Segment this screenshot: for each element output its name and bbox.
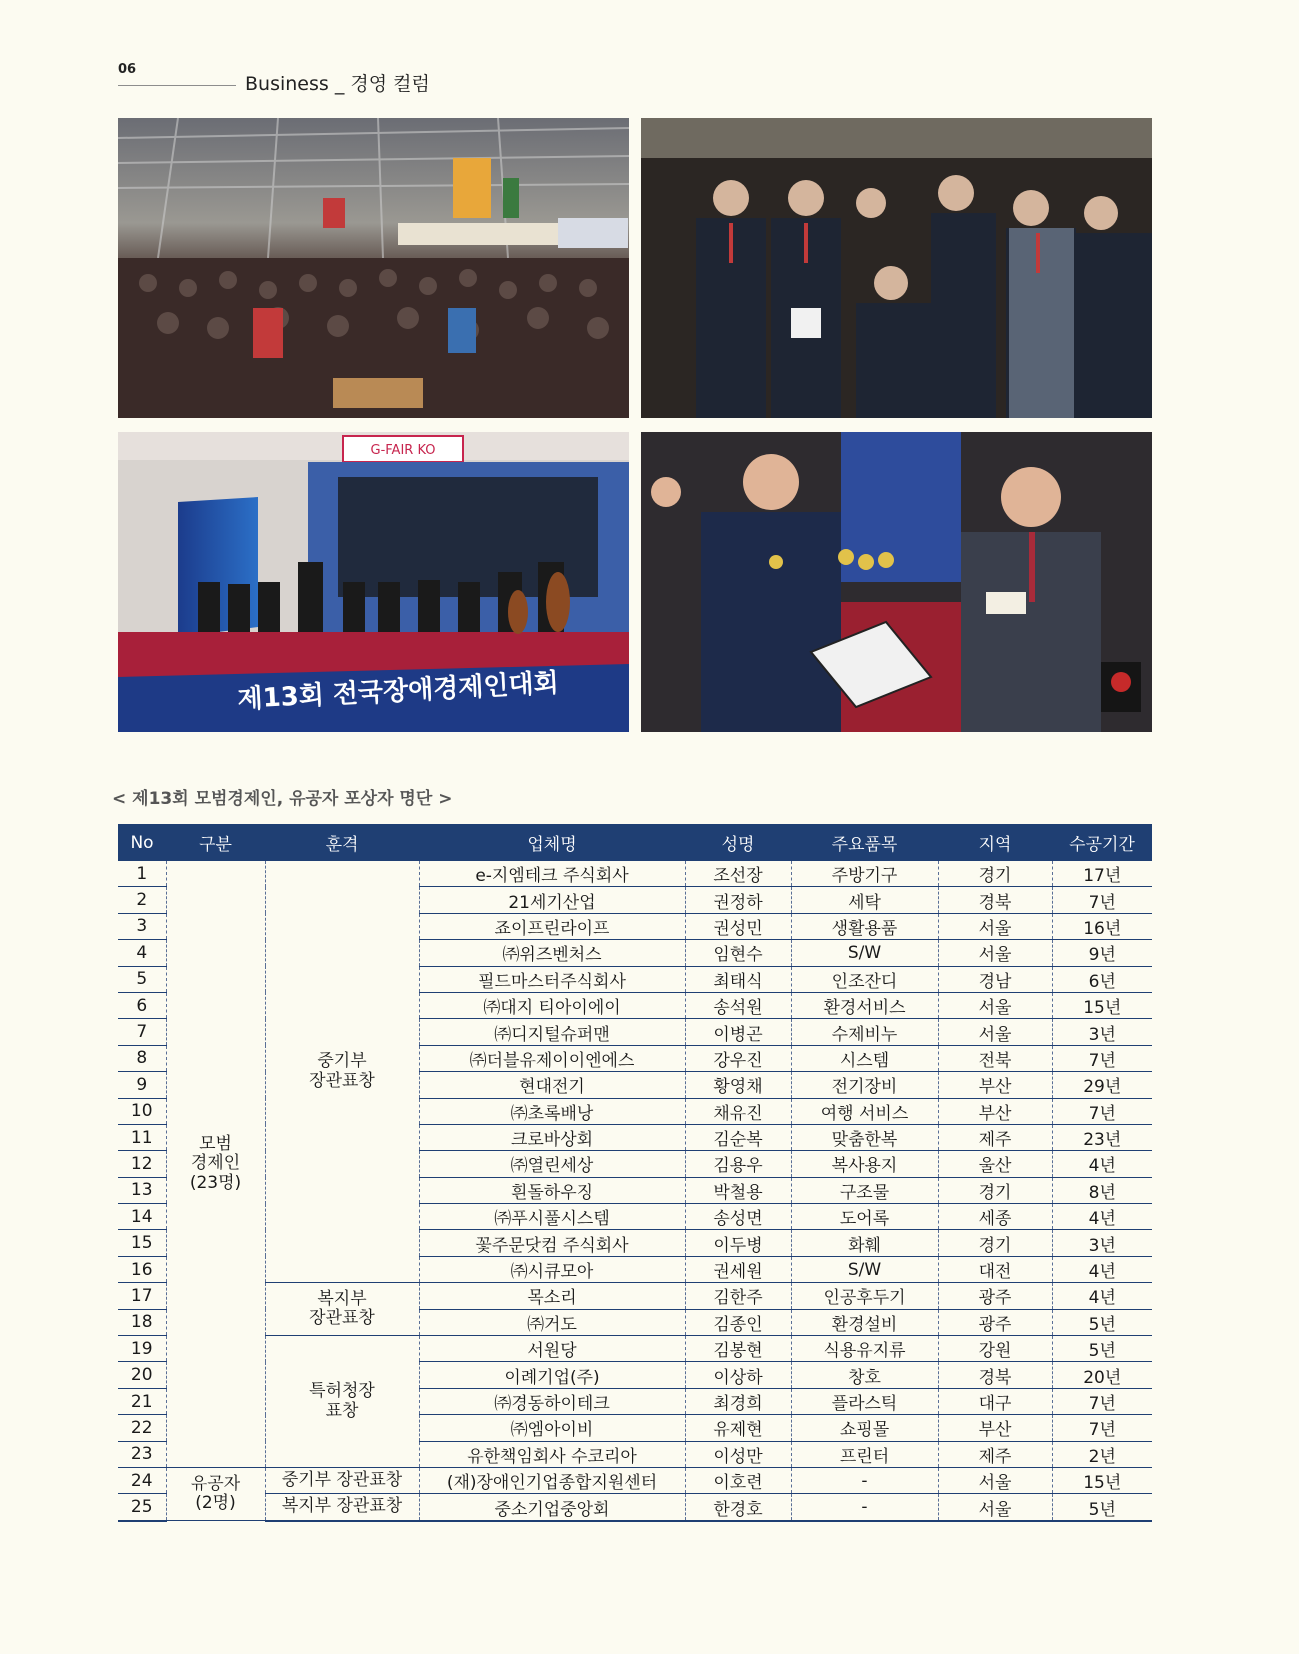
cell-name: 이호련	[685, 1467, 791, 1493]
cell-period: 15년	[1052, 992, 1152, 1018]
cell-no: 3	[118, 913, 166, 939]
cell-company: (재)장애인기업종합지원센터	[419, 1467, 685, 1493]
cell-product: 생활용품	[791, 913, 938, 939]
cell-region: 광주	[938, 1283, 1052, 1309]
cell-company: ㈜디지털슈퍼맨	[419, 1019, 685, 1045]
awardee-table	[118, 824, 1152, 1522]
cell-no: 10	[118, 1098, 166, 1124]
header-region: 지역	[938, 824, 1052, 861]
header-category: 구분	[166, 824, 265, 861]
cell-company: ㈜초록배낭	[419, 1098, 685, 1124]
cell-no: 13	[118, 1177, 166, 1203]
cell-period: 4년	[1052, 1283, 1152, 1309]
cell-company: 꽃주문닷컴 주식회사	[419, 1230, 685, 1256]
cell-name: 유제현	[685, 1415, 791, 1441]
section-title: Business _ 경영 컬럼	[245, 73, 430, 95]
cell-name: 김한주	[685, 1283, 791, 1309]
cell-product: 인공후두기	[791, 1283, 938, 1309]
cell-award: 특허청장 표창	[265, 1336, 419, 1468]
cell-no: 18	[118, 1309, 166, 1335]
photo-orchestra	[118, 432, 629, 732]
cell-company: 목소리	[419, 1283, 685, 1309]
cell-no: 23	[118, 1441, 166, 1467]
cell-region: 서울	[938, 1019, 1052, 1045]
cell-region: 세종	[938, 1204, 1052, 1230]
cell-region: 부산	[938, 1415, 1052, 1441]
cell-name: 최태식	[685, 966, 791, 992]
cell-period: 7년	[1052, 1045, 1152, 1071]
cell-category: 모범 경제인 (23명)	[166, 861, 265, 1467]
cell-name: 김용우	[685, 1151, 791, 1177]
cell-product: 전기장비	[791, 1072, 938, 1098]
cell-region: 대구	[938, 1388, 1052, 1414]
cell-period: 7년	[1052, 1415, 1152, 1441]
cell-period: 5년	[1052, 1309, 1152, 1335]
cell-no: 4	[118, 940, 166, 966]
page-header	[118, 60, 718, 100]
cell-no: 5	[118, 966, 166, 992]
header-product: 주요품목	[791, 824, 938, 861]
cell-product: -	[791, 1494, 938, 1521]
cell-name: 권세원	[685, 1256, 791, 1282]
cell-company: ㈜대지 티아이에이	[419, 992, 685, 1018]
cell-region: 울산	[938, 1151, 1052, 1177]
cell-product: -	[791, 1467, 938, 1493]
cell-name: 이두병	[685, 1230, 791, 1256]
cell-product: 환경설비	[791, 1309, 938, 1335]
cell-product: 플라스틱	[791, 1388, 938, 1414]
cell-name: 송성면	[685, 1204, 791, 1230]
cell-period: 5년	[1052, 1494, 1152, 1521]
cell-no: 15	[118, 1230, 166, 1256]
cell-no: 8	[118, 1045, 166, 1071]
cell-period: 20년	[1052, 1362, 1152, 1388]
cell-name: 권성민	[685, 913, 791, 939]
cell-company: ㈜거도	[419, 1309, 685, 1335]
table-body	[118, 861, 1152, 1521]
photo-award	[641, 432, 1152, 732]
cell-product: 환경서비스	[791, 992, 938, 1018]
cell-product: 쇼핑몰	[791, 1415, 938, 1441]
table-header-row	[118, 824, 1152, 861]
cell-product: 인조잔디	[791, 966, 938, 992]
cell-no: 17	[118, 1283, 166, 1309]
table-row	[118, 1336, 1152, 1362]
header-no: No	[118, 824, 166, 861]
cell-award: 복지부 장관표창	[265, 1494, 419, 1521]
cell-award: 중기부 장관표창	[265, 1467, 419, 1493]
cell-name: 송석원	[685, 992, 791, 1018]
cell-name: 이상하	[685, 1362, 791, 1388]
cell-region: 경기	[938, 1177, 1052, 1203]
cell-company: ㈜시큐모아	[419, 1256, 685, 1282]
cell-period: 23년	[1052, 1124, 1152, 1150]
cell-product: 주방기구	[791, 861, 938, 887]
cell-product: 프린터	[791, 1441, 938, 1467]
cell-region: 경북	[938, 887, 1052, 913]
cell-no: 24	[118, 1467, 166, 1493]
table-caption: < 제13회 모범경제인, 유공자 포상자 명단 >	[112, 789, 453, 809]
cell-name: 채유진	[685, 1098, 791, 1124]
cell-period: 3년	[1052, 1019, 1152, 1045]
cell-name: 권정하	[685, 887, 791, 913]
cell-company: 필드마스터주식회사	[419, 966, 685, 992]
fair-sign-text: G-FAIR KO	[370, 443, 436, 458]
cell-period: 4년	[1052, 1151, 1152, 1177]
cell-company: ㈜엠아이비	[419, 1415, 685, 1441]
cell-company: ㈜위즈벤처스	[419, 940, 685, 966]
cell-company: 유한책임회사 수코리아	[419, 1441, 685, 1467]
cell-period: 6년	[1052, 966, 1152, 992]
cell-period: 7년	[1052, 1388, 1152, 1414]
cell-company: 현대전기	[419, 1072, 685, 1098]
page-number: 06	[118, 62, 137, 77]
cell-period: 8년	[1052, 1177, 1152, 1203]
table-row	[118, 1467, 1152, 1493]
cell-no: 25	[118, 1494, 166, 1521]
cell-no: 22	[118, 1415, 166, 1441]
cell-region: 서울	[938, 913, 1052, 939]
header-period: 수공기간	[1052, 824, 1152, 861]
cell-region: 제주	[938, 1441, 1052, 1467]
cell-period: 9년	[1052, 940, 1152, 966]
cell-period: 7년	[1052, 887, 1152, 913]
cell-region: 경북	[938, 1362, 1052, 1388]
cell-no: 21	[118, 1388, 166, 1414]
header-rule	[118, 85, 236, 86]
cell-product: S/W	[791, 940, 938, 966]
cell-company: e-지엠테크 주식회사	[419, 861, 685, 887]
cell-no: 2	[118, 887, 166, 913]
cell-period: 5년	[1052, 1336, 1152, 1362]
cell-company: ㈜푸시풀시스템	[419, 1204, 685, 1230]
table-row	[118, 1283, 1152, 1309]
cell-period: 4년	[1052, 1256, 1152, 1282]
cell-name: 강우진	[685, 1045, 791, 1071]
cell-award: 복지부 장관표창	[265, 1283, 419, 1336]
cell-period: 29년	[1052, 1072, 1152, 1098]
cell-no: 1	[118, 861, 166, 887]
cell-no: 9	[118, 1072, 166, 1098]
cell-company: ㈜열린세상	[419, 1151, 685, 1177]
cell-region: 대전	[938, 1256, 1052, 1282]
cell-product: 식용유지류	[791, 1336, 938, 1362]
cell-name: 최경희	[685, 1388, 791, 1414]
photo-grid	[118, 118, 1152, 728]
cell-company: 이례기업(주)	[419, 1362, 685, 1388]
cell-no: 16	[118, 1256, 166, 1282]
cell-region: 서울	[938, 1494, 1052, 1521]
cell-name: 한경호	[685, 1494, 791, 1521]
cell-company: 중소기업중앙회	[419, 1494, 685, 1521]
cell-name: 김순복	[685, 1124, 791, 1150]
cell-name: 황영채	[685, 1072, 791, 1098]
table-row	[118, 1494, 1152, 1521]
cell-name: 이병곤	[685, 1019, 791, 1045]
cell-product: 화훼	[791, 1230, 938, 1256]
cell-no: 14	[118, 1204, 166, 1230]
photo-audience	[118, 118, 629, 418]
cell-region: 부산	[938, 1098, 1052, 1124]
cell-region: 강원	[938, 1336, 1052, 1362]
cell-product: S/W	[791, 1256, 938, 1282]
cell-region: 서울	[938, 940, 1052, 966]
cell-region: 경기	[938, 1230, 1052, 1256]
cell-no: 12	[118, 1151, 166, 1177]
cell-no: 7	[118, 1019, 166, 1045]
stage-banner-text: 제13회 전국장애경제인대회	[236, 668, 560, 715]
table-row	[118, 861, 1152, 887]
cell-company: 크로바상회	[419, 1124, 685, 1150]
header-name: 성명	[685, 824, 791, 861]
cell-name: 박철용	[685, 1177, 791, 1203]
cell-period: 3년	[1052, 1230, 1152, 1256]
cell-product: 복사용지	[791, 1151, 938, 1177]
cell-name: 김종인	[685, 1309, 791, 1335]
cell-region: 광주	[938, 1309, 1052, 1335]
cell-product: 시스템	[791, 1045, 938, 1071]
cell-product: 도어록	[791, 1204, 938, 1230]
cell-region: 서울	[938, 1467, 1052, 1493]
cell-period: 7년	[1052, 1098, 1152, 1124]
cell-company: 21세기산업	[419, 887, 685, 913]
cell-product: 창호	[791, 1362, 938, 1388]
cell-company: 서원당	[419, 1336, 685, 1362]
cell-product: 수제비누	[791, 1019, 938, 1045]
cell-product: 맞춤한복	[791, 1124, 938, 1150]
cell-region: 전북	[938, 1045, 1052, 1071]
cell-period: 4년	[1052, 1204, 1152, 1230]
cell-region: 부산	[938, 1072, 1052, 1098]
cell-region: 서울	[938, 992, 1052, 1018]
cell-name: 이성만	[685, 1441, 791, 1467]
cell-region: 경기	[938, 861, 1052, 887]
cell-period: 17년	[1052, 861, 1152, 887]
cell-no: 19	[118, 1336, 166, 1362]
cell-name: 김봉현	[685, 1336, 791, 1362]
cell-no: 20	[118, 1362, 166, 1388]
header-company: 업체명	[419, 824, 685, 861]
cell-award: 중기부 장관표창	[265, 861, 419, 1283]
cell-category: 유공자 (2명)	[166, 1467, 265, 1520]
header-award: 훈격	[265, 824, 419, 861]
cell-no: 11	[118, 1124, 166, 1150]
cell-name: 임현수	[685, 940, 791, 966]
cell-company: 죠이프린라이프	[419, 913, 685, 939]
cell-region: 제주	[938, 1124, 1052, 1150]
cell-company: 흰돌하우징	[419, 1177, 685, 1203]
cell-product: 여행 서비스	[791, 1098, 938, 1124]
cell-product: 구조물	[791, 1177, 938, 1203]
cell-name: 조선장	[685, 861, 791, 887]
cell-period: 15년	[1052, 1467, 1152, 1493]
cell-no: 6	[118, 992, 166, 1018]
cell-period: 16년	[1052, 913, 1152, 939]
cell-company: ㈜더블유제이이엔에스	[419, 1045, 685, 1071]
cell-period: 2년	[1052, 1441, 1152, 1467]
cell-company: ㈜경동하이테크	[419, 1388, 685, 1414]
cell-region: 경남	[938, 966, 1052, 992]
photo-dignitaries	[641, 118, 1152, 418]
cell-product: 세탁	[791, 887, 938, 913]
